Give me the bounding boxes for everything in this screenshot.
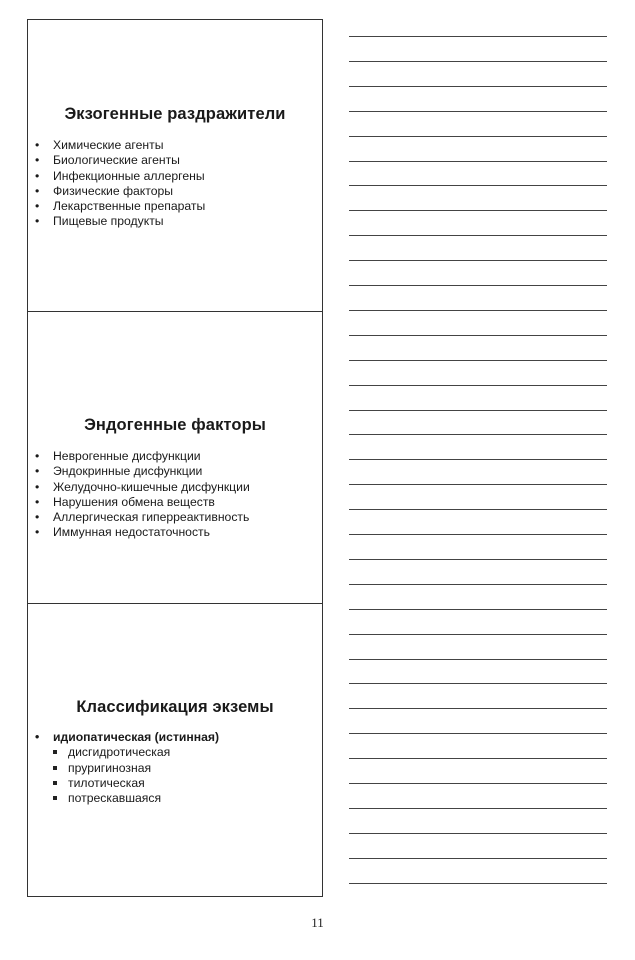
- note-line: [349, 858, 607, 859]
- list-item: • Нарушения обмена веществ: [35, 494, 215, 509]
- note-line: [349, 659, 607, 660]
- note-line: [349, 136, 607, 137]
- slide-endogenous: [28, 312, 322, 604]
- note-line: [349, 708, 607, 709]
- list-item: • Физические факторы: [35, 183, 174, 198]
- sub-list-item: дисгидротическая: [33, 745, 219, 760]
- list-item: • Химические агенты: [35, 138, 164, 152]
- list-item: • Иммунная недостаточность: [35, 525, 210, 540]
- note-line: [349, 111, 607, 112]
- bullet-icon: •: [35, 183, 40, 198]
- sub-list-item: потрескавшаяся: [33, 791, 219, 806]
- note-line: [349, 534, 607, 535]
- note-line: [349, 609, 607, 610]
- slide-classification: [28, 604, 322, 897]
- bullet-icon: •: [35, 730, 40, 744]
- bullet-icon: •: [35, 153, 40, 168]
- note-line: [349, 210, 607, 211]
- bullet-list: [33, 449, 250, 541]
- bullet-icon: •: [35, 510, 40, 525]
- bullet-icon: •: [35, 199, 40, 214]
- bullet-list: [33, 138, 205, 230]
- list-item: • Желудочно-кишечные дисфункции: [35, 479, 250, 494]
- list-item: • Неврогенные дисфункции: [35, 449, 201, 463]
- note-line: [349, 833, 607, 834]
- list-item: • Эндокринные дисфункции: [35, 464, 203, 479]
- slide-title: Эндогенные факторы: [84, 416, 266, 434]
- list-item: • Пищевые продукты: [35, 214, 164, 229]
- bullet-icon: •: [35, 168, 40, 183]
- note-line: [349, 185, 607, 186]
- square-bullet-icon: [53, 766, 57, 770]
- sub-list-wrapper: [33, 745, 219, 806]
- square-bullet-icon: [53, 750, 57, 754]
- note-line: [349, 584, 607, 585]
- note-line: [349, 360, 607, 361]
- bullet-list: [33, 730, 219, 806]
- slide-stack: [27, 19, 323, 897]
- note-line: [349, 410, 607, 411]
- note-line: [349, 683, 607, 684]
- note-line: [349, 509, 607, 510]
- note-line: [349, 808, 607, 809]
- list-item: • Инфекционные аллергены: [35, 168, 205, 183]
- note-line: [349, 310, 607, 311]
- slide-exogenous: [28, 20, 322, 312]
- bullet-icon: •: [35, 138, 40, 152]
- note-line: [349, 385, 607, 386]
- list-item: • Биологические агенты: [35, 153, 180, 168]
- note-line: [349, 634, 607, 635]
- note-line: [349, 434, 607, 435]
- bullet-icon: •: [35, 214, 40, 229]
- note-line: [349, 235, 607, 236]
- list-item: • Лекарственные препараты: [35, 199, 206, 214]
- note-line: [349, 559, 607, 560]
- note-line: [349, 758, 607, 759]
- page-number: 11: [311, 915, 324, 930]
- note-line: [349, 161, 607, 162]
- square-bullet-icon: [53, 796, 57, 800]
- note-line: [349, 86, 607, 87]
- bullet-icon: •: [35, 525, 40, 540]
- bullet-icon: •: [35, 479, 40, 494]
- list-item: • Аллергическая гиперреактивность: [35, 510, 250, 525]
- list-item: • идиопатическая (истинная): [35, 730, 220, 744]
- note-line: [349, 484, 607, 485]
- sub-bullet-list: [33, 745, 219, 806]
- bullet-icon: •: [35, 449, 40, 463]
- bullet-icon: •: [35, 464, 40, 479]
- note-line: [349, 733, 607, 734]
- note-line: [349, 883, 607, 884]
- note-line: [349, 459, 607, 460]
- square-bullet-icon: [53, 781, 57, 785]
- note-line: [349, 335, 607, 336]
- sub-list-item: тилотическая: [33, 776, 219, 791]
- note-line: [349, 61, 607, 62]
- sub-list-item: пруригинозная: [33, 761, 219, 776]
- note-line: [349, 260, 607, 261]
- slide-title: Экзогенные раздражители: [64, 105, 286, 123]
- note-line: [349, 285, 607, 286]
- bullet-icon: •: [35, 494, 40, 509]
- note-line: [349, 36, 607, 37]
- slide-title: Классификация экземы: [76, 698, 274, 716]
- note-line: [349, 783, 607, 784]
